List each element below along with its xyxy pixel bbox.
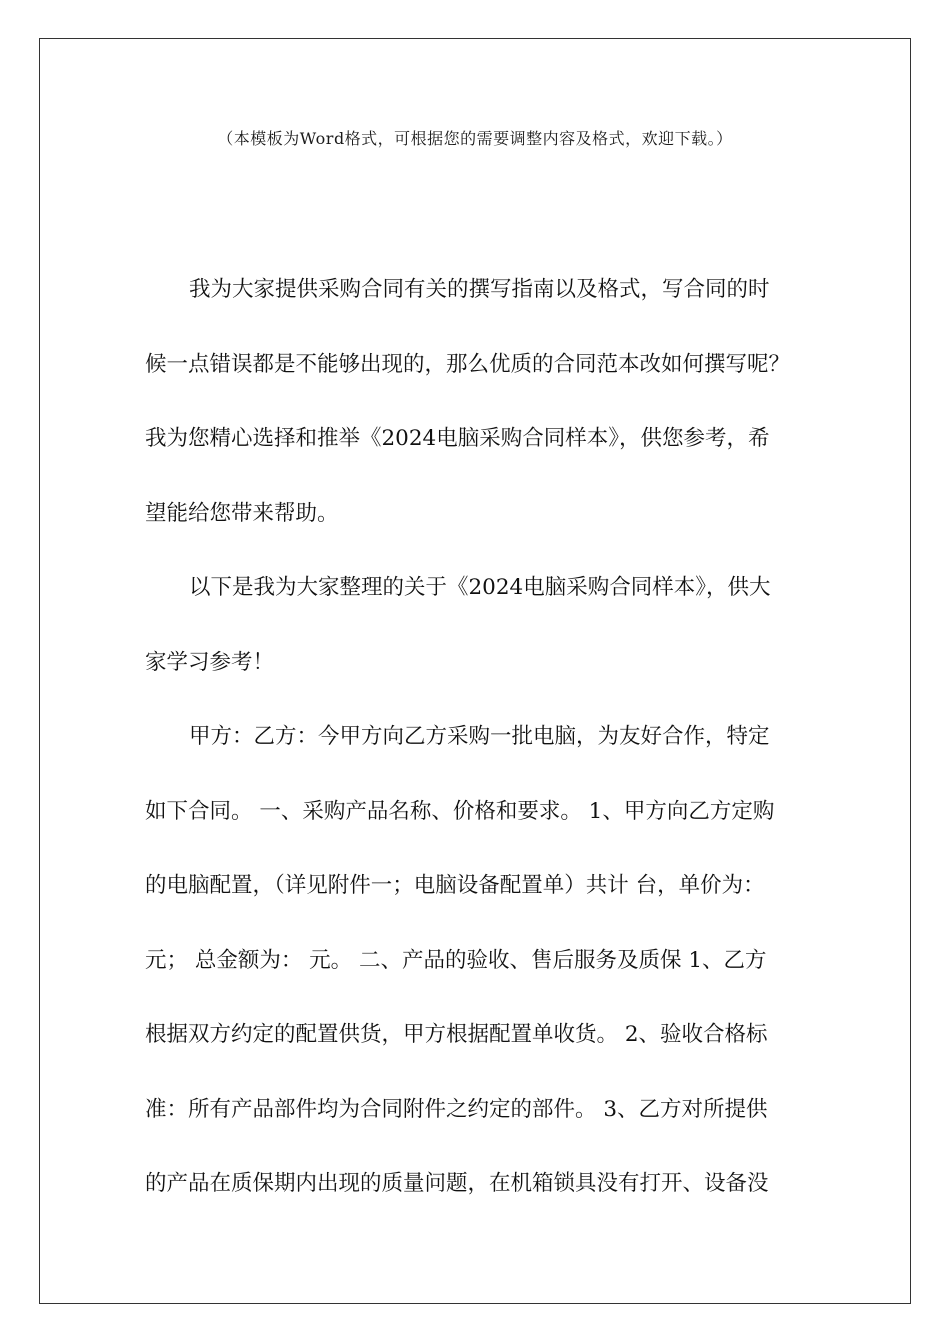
template-note: （本模板为Word格式，可根据您的需要调整内容及格式，欢迎下载。） xyxy=(217,129,733,148)
paragraph-1-line-1: 我为大家提供采购合同有关的撰写指南以及格式，写合同的时 xyxy=(189,277,770,302)
paragraph-3-line-6: 准：所有产品部件均为合同附件之约定的部件。 3、乙方对所提供 xyxy=(145,1096,768,1122)
paragraph-2-line-2: 家学习参考！ xyxy=(145,649,275,675)
paragraph-3-line-4: 元； 总金额为： 元。 二、产品的验收、售后服务及质保 1、乙方 xyxy=(145,947,767,973)
contract-body xyxy=(145,253,805,1222)
paragraph-1-line-3: 我为您精心选择和推举《2024电脑采购合同样本》，供您参考，希 xyxy=(145,426,770,451)
paragraph-3-line-3: 的电脑配置，（详见附件一；电脑设备配置单）共计 台，单价为： xyxy=(145,873,765,898)
paragraph-1-line-2: 候一点错误都是不能够出现的，那么优质的合同范本改如何撰写呢？ xyxy=(145,351,791,377)
paragraph-3-line-1: 甲方：乙方：今甲方向乙方采购一批电脑，为友好合作，特定 xyxy=(189,724,770,749)
paragraph-1-line-4: 望能给您带来帮助。 xyxy=(145,500,339,526)
paragraph-3-line-2: 如下合同。 一、采购产品名称、价格和要求。 1、甲方向乙方定购 xyxy=(145,798,775,824)
paragraph-3-line-7: 的产品在质保期内出现的质量问题，在机箱锁具没有打开、设备没 xyxy=(145,1171,769,1196)
paragraph-3-line-5: 根据双方约定的配置供货，甲方根据配置单收货。 2、验收合格标 xyxy=(145,1022,768,1047)
paragraph-2-line-1: 以下是我为大家整理的关于《2024电脑采购合同样本》，供大 xyxy=(189,575,771,600)
